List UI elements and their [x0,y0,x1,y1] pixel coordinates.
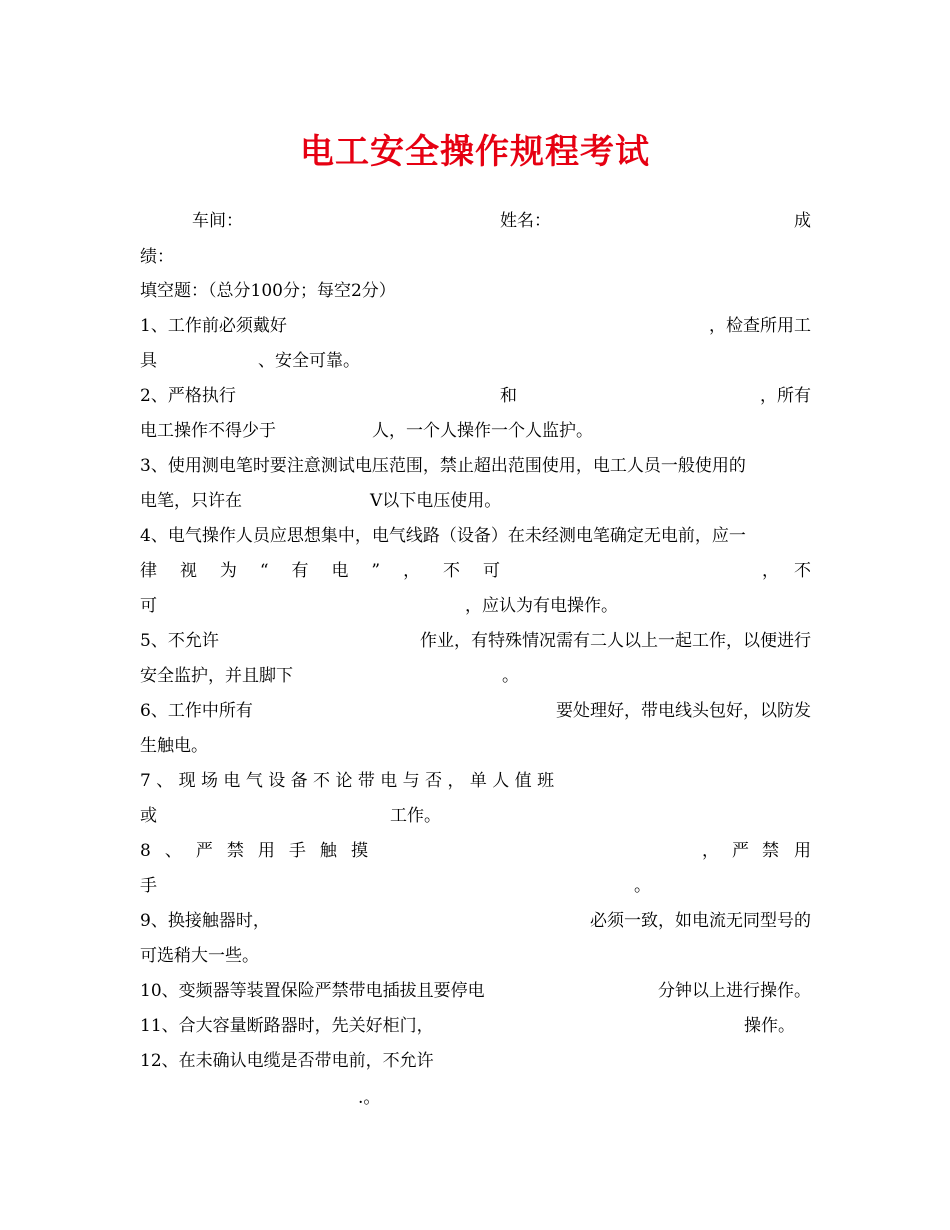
question-text: ， [702,841,719,861]
question-text: 。 [634,876,651,896]
question-text: 6、工作中所有 [140,701,253,721]
question-text: .。 [358,1088,381,1108]
question-text: “ [259,561,269,581]
question-text: 要处理好，带电线头包好，以防发 [556,701,811,721]
question-text: 摸 [350,841,368,861]
question-text: 2、严格执行 [140,386,236,406]
question-text: 电 [331,561,349,581]
question-text: ，所有 [760,386,811,406]
question-text: 9、换接触器时， [140,911,270,931]
question-text: 10、变频器等装置保险严禁带电插拔且要停电 [140,981,485,1001]
question-text: ，检查所用工 [709,316,811,336]
question-6 [140,698,811,724]
question-text: 、安全可靠。 [258,351,360,371]
question-text: 不 [794,561,811,581]
question-text: 或 [140,806,157,826]
question-5 [140,628,811,654]
page-title: 电工安全操作规程考试 [300,132,650,172]
question-text: 必须一致，如电流无同型号的 [590,911,811,931]
question-1 [140,313,811,339]
question-7 [140,768,811,794]
question-text: 12、在未确认电缆是否带电前，不允许 [140,1051,434,1071]
question-text: 可 [140,596,157,616]
question-text: ， [403,561,421,581]
question-text: 人，一个人操作一个人监护。 [372,421,593,441]
question-3 [140,453,811,479]
question-text: 触 [319,841,337,861]
question-text: 8 [140,841,151,861]
question-text: 分钟以上进行操作。 [658,981,811,1001]
question-4 [140,523,811,549]
workshop-label: 车间： [192,211,243,231]
question-text: 严 [732,841,749,861]
question-text: 手 [288,841,306,861]
question-text: 电笔，只许在 [140,491,242,511]
question-text: 视 [179,561,197,581]
question-text: 和 [500,386,517,406]
question-text: 、 [164,841,182,861]
question-text: 。 [502,666,519,686]
question-text: 具 [140,351,157,371]
question-text: 工作。 [390,806,441,826]
question-text: 3、使用测电笔时要注意测试电压范围，禁止超出范围使用，电工人员一般使用的 [140,456,746,476]
question-text: 操作。 [744,1016,795,1036]
question-text: 禁 [226,841,244,861]
question-text: 不 [443,561,461,581]
question-text: ” [371,561,381,581]
question-8 [140,838,811,864]
question-text: V以下电压使用。 [370,491,502,511]
header-line [140,208,811,234]
question-text: 用 [794,841,811,861]
name-label: 姓名： [500,211,551,231]
question-text: 有 [291,561,309,581]
question-text: 禁 [762,841,779,861]
question-text: 5、不允许 [140,631,219,651]
question-text: ，应认为有电操作。 [465,596,618,616]
question-text: 可选稍大一些。 [140,946,259,966]
question-text: 可 [482,561,500,581]
question-text: 安全监护，并且脚下 [140,666,293,686]
question-text: 4、电气操作人员应思想集中，电气线路（设备）在未经测电笔确定无电前，应一 [140,526,746,546]
question-9 [140,908,811,934]
question-text: 用 [257,841,275,861]
question-10 [140,978,811,1004]
question-11 [140,1013,811,1039]
question-12 [140,1048,811,1074]
score-label-part1: 成 [794,211,811,231]
question-2 [140,383,811,409]
question-text: 为 [219,561,237,581]
question-text: 律 [140,561,157,581]
score-label-part2: 绩： [140,247,174,267]
question-text: 1、工作前必须戴好 [140,316,287,336]
question-text: 电工操作不得少于 [140,421,276,441]
question-text: 作业，有特殊情况需有二人以上一起工作，以便进行 [420,631,811,651]
question-text: 生触电。 [140,736,208,756]
question-text: 7 、 现 场 电 气 设 备 不 论 带 电 与 否 ， 单 人 值 班 [140,771,555,791]
question-text: ， [762,561,779,581]
question-text: 11、合大容量断路器时，先关好柜门， [140,1016,434,1036]
question-text: 严 [195,841,213,861]
question-text: 手 [140,876,157,896]
section-heading: 填空题：（总分100分；每空2分） [140,281,396,301]
